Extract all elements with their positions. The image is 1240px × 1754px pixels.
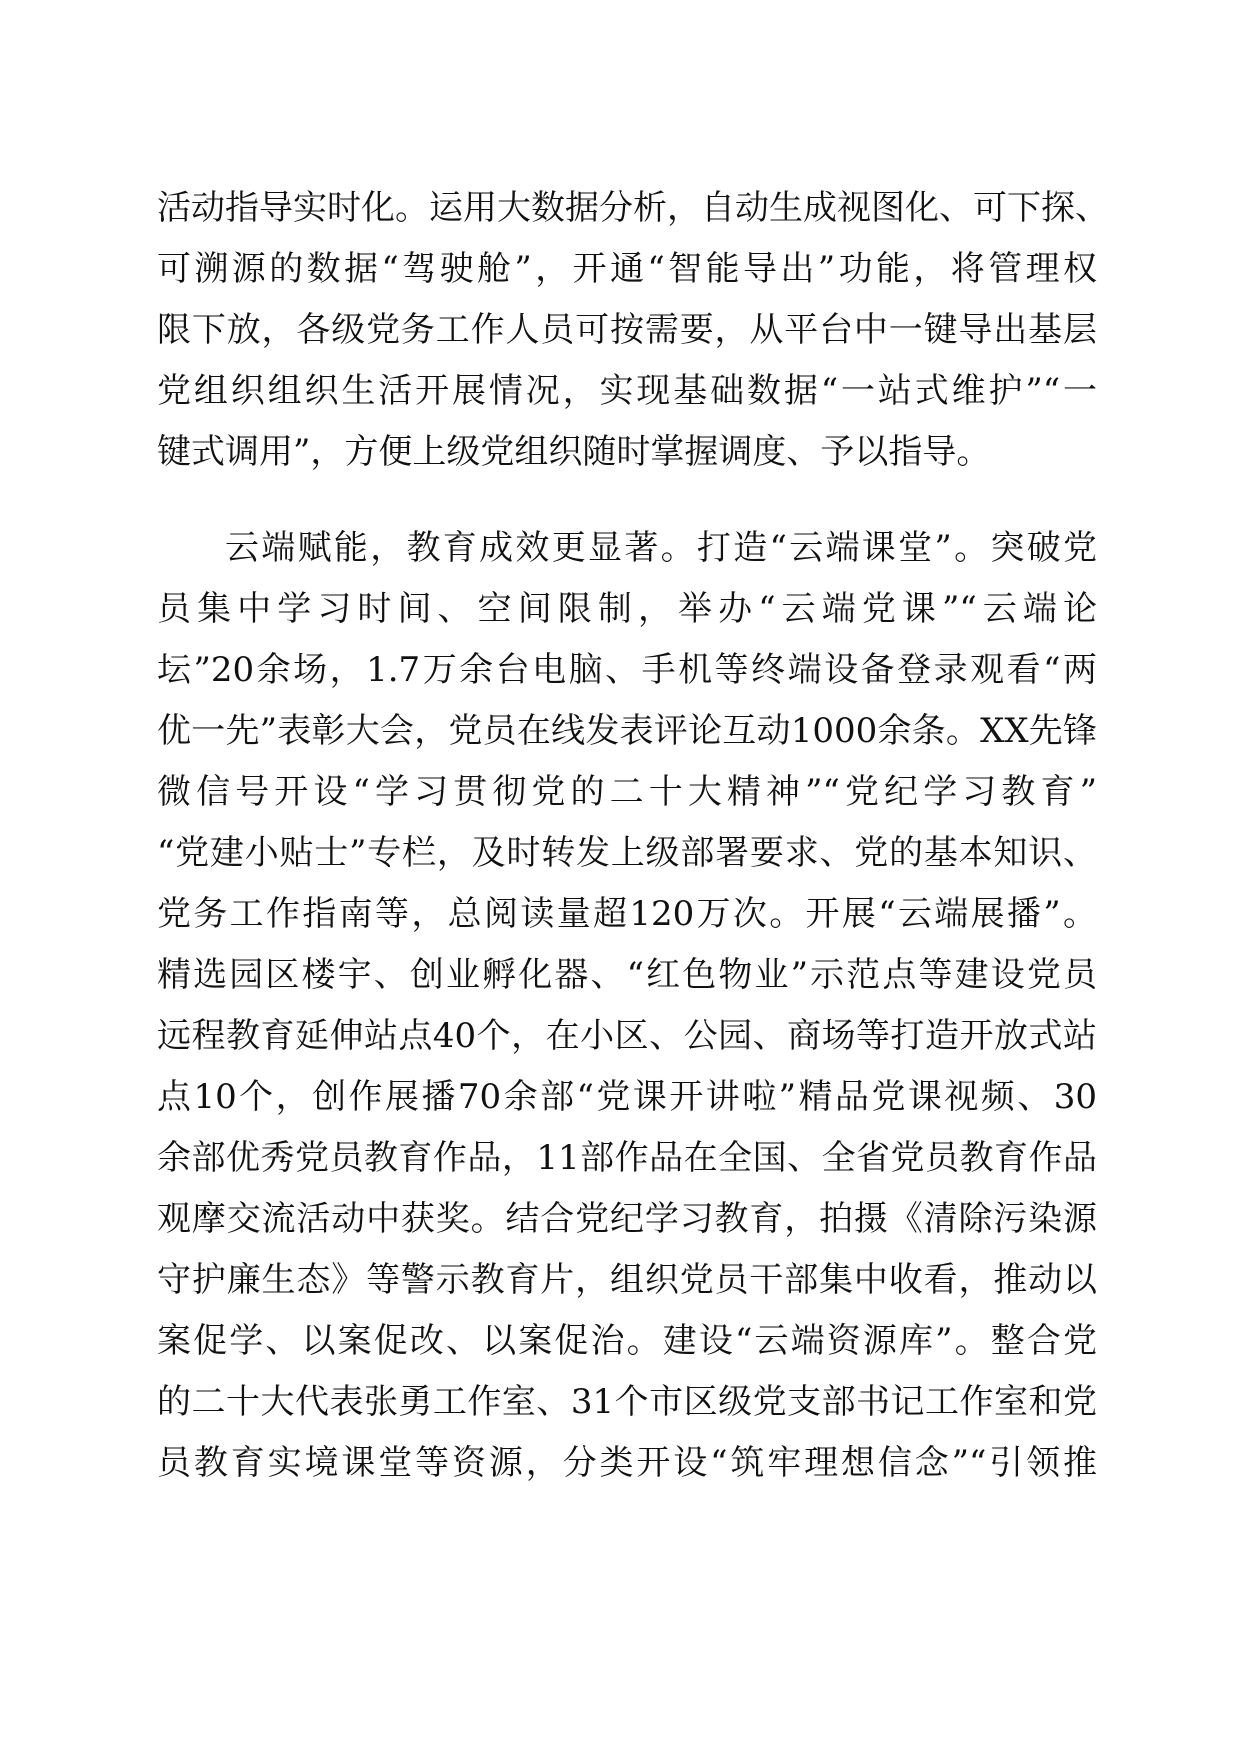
text-line: 观摩交流活动中获奖。结合党纪学习教育，拍摄《清除污染源 [157, 1199, 1097, 1239]
paragraph-activity-guidance [157, 178, 1109, 483]
text-line: 活动指导实时化。运用大数据分析，自动生成视图化、可下探、 [157, 188, 1109, 228]
text-line: 优一先”表彰大会，党员在线发表评论互动1000余条。XX先锋 [157, 711, 1097, 751]
text-line: “党建小贴士”专栏，及时转发上级部署要求、党的基本知识、 [157, 833, 1097, 873]
text-line: 微信号开设“学习贯彻党的二十大精神”“党纪学习教育” [157, 772, 1097, 812]
text-line: 员教育实境课堂等资源，分类开设“筑牢理想信念”“引领推 [157, 1443, 1097, 1483]
text-line: 守护廉生态》等警示教育片，组织党员干部集中收看，推动以 [157, 1260, 1097, 1300]
text-line: 坛”20余场，1.7万余台电脑、手机等终端设备登录观看“两 [157, 650, 1097, 690]
text-line: 余部优秀党员教育作品，11部作品在全国、全省党员教育作品 [157, 1138, 1097, 1178]
paragraph-cloud-education [157, 518, 1097, 1494]
text-line: 精选园区楼宇、创业孵化器、“红色物业”示范点等建设党员 [157, 955, 1097, 995]
text-line: 远程教育延伸站点40个，在小区、公园、商场等打造开放式站 [157, 1016, 1097, 1056]
text-line: 点10个，创作展播70余部“党课开讲啦”精品党课视频、30 [157, 1077, 1097, 1117]
text-line: 案促学、以案促改、以案促治。建设“云端资源库”。整合党 [157, 1321, 1097, 1361]
text-line: 可溯源的数据“驾驶舱”，开通“智能导出”功能，将管理权 [157, 249, 1097, 289]
text-line: 限下放，各级党务工作人员可按需要，从平台中一键导出基层 [157, 310, 1097, 350]
text-line: 员集中学习时间、空间限制，举办“云端党课”“云端论 [157, 589, 1097, 629]
text-line: 键式调用”，方便上级党组织随时掌握调度、予以指导。 [157, 432, 991, 472]
text-line: 云端赋能，教育成效更显著。打造“云端课堂”。突破党 [225, 528, 1097, 568]
text-line: 党组织组织生活开展情况，实现基础数据“一站式维护”“一 [157, 371, 1097, 411]
text-line: 的二十大代表张勇工作室、31个市区级党支部书记工作室和党 [157, 1382, 1097, 1422]
text-line: 党务工作指南等，总阅读量超120万次。开展“云端展播”。 [157, 894, 1097, 934]
